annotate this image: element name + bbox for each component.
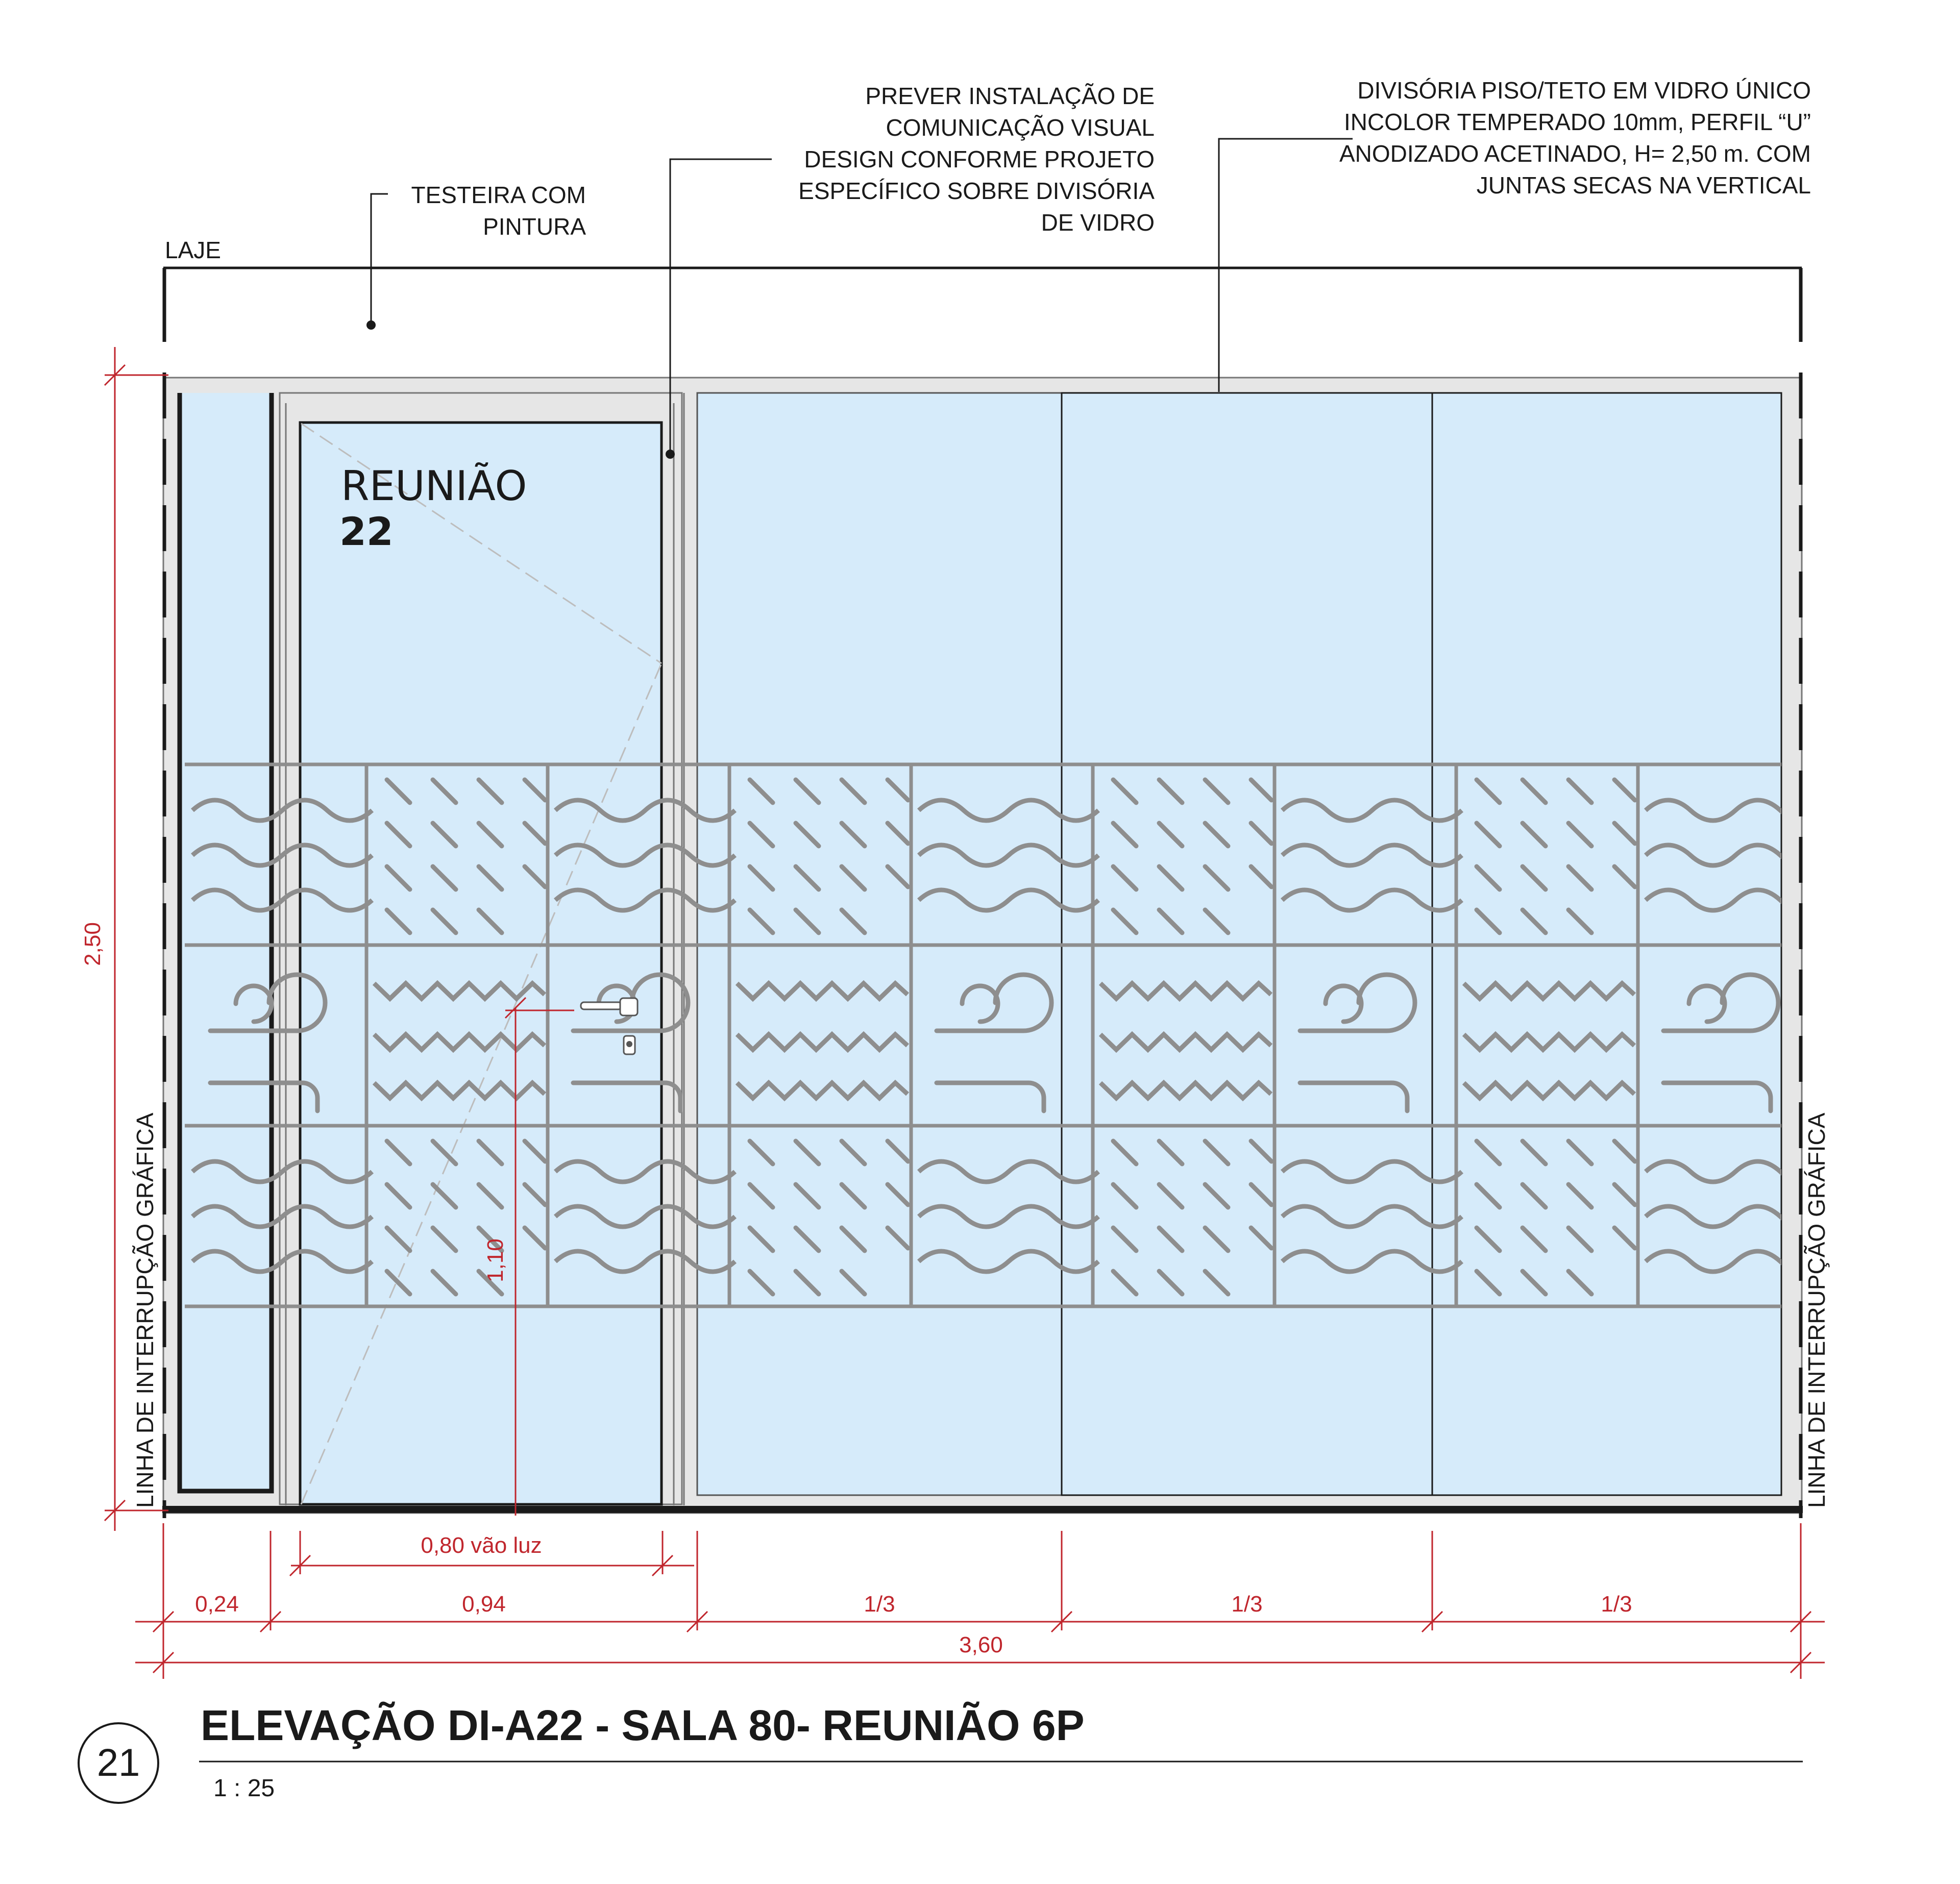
divisoria-note-line4: JUNTAS SECAS NA VERTICAL — [1476, 172, 1811, 199]
testeira-leader-dot — [366, 320, 376, 330]
interruption-label-right: LINHA DE INTERRUPÇÃO GRÁFICA — [1803, 1112, 1830, 1508]
dim-seg-2: 0,94 — [462, 1592, 506, 1617]
dim-total: 3,60 — [959, 1632, 1003, 1657]
comunicacao-note-line3: DESIGN CONFORME PROJETO — [804, 146, 1155, 172]
comunicacao-note-line5: DE VIDRO — [1041, 209, 1155, 236]
room-sign-name: REUNIÃO — [341, 462, 527, 510]
drawing-scale: 1 : 25 — [213, 1775, 275, 1802]
testeira-note-line1: TESTEIRA COM — [411, 182, 586, 208]
dim-seg-1: 0,24 — [195, 1592, 239, 1617]
divisoria-note-line3: ANODIZADO ACETINADO, H= 2,50 m. COM — [1339, 140, 1811, 167]
dim-door-clear: 0,80 vão luz — [421, 1533, 542, 1558]
drawing-title: ELEVAÇÃO DI-A22 - SALA 80- REUNIÃO 6P — [201, 1701, 1085, 1749]
laje-label: LAJE — [165, 237, 221, 263]
interruption-label-left: LINHA DE INTERRUPÇÃO GRÁFICA — [132, 1112, 158, 1508]
testeira-note-line2: PINTURA — [483, 213, 586, 240]
comunicacao-note-line4: ESPECÍFICO SOBRE DIVISÓRIA — [798, 178, 1155, 204]
dim-seg-4: 1/3 — [1231, 1592, 1263, 1617]
comunicacao-note-line2: COMUNICAÇÃO VISUAL — [886, 114, 1155, 141]
divisoria-leader — [1219, 139, 1353, 392]
dim-seg-3: 1/3 — [864, 1592, 895, 1617]
divisoria-note-line1: DIVISÓRIA PISO/TETO EM VIDRO ÚNICO — [1357, 77, 1811, 104]
dim-seg-5: 1/3 — [1601, 1592, 1632, 1617]
testeira-leader — [371, 194, 388, 324]
divisoria-note-line2: INCOLOR TEMPERADO 10mm, PERFIL “U” — [1343, 109, 1811, 135]
dim-height: 2,50 — [80, 922, 105, 966]
side-glass-panel — [179, 393, 272, 1490]
room-sign-number: 22 — [339, 509, 394, 554]
dim-handle-height: 1,10 — [483, 1238, 508, 1282]
door-glass — [300, 423, 662, 1504]
comunicacao-note-line1: PREVER INSTALAÇÃO DE — [865, 83, 1155, 109]
comunicacao-leader-dot — [666, 450, 675, 459]
drawing-number: 21 — [96, 1741, 140, 1784]
